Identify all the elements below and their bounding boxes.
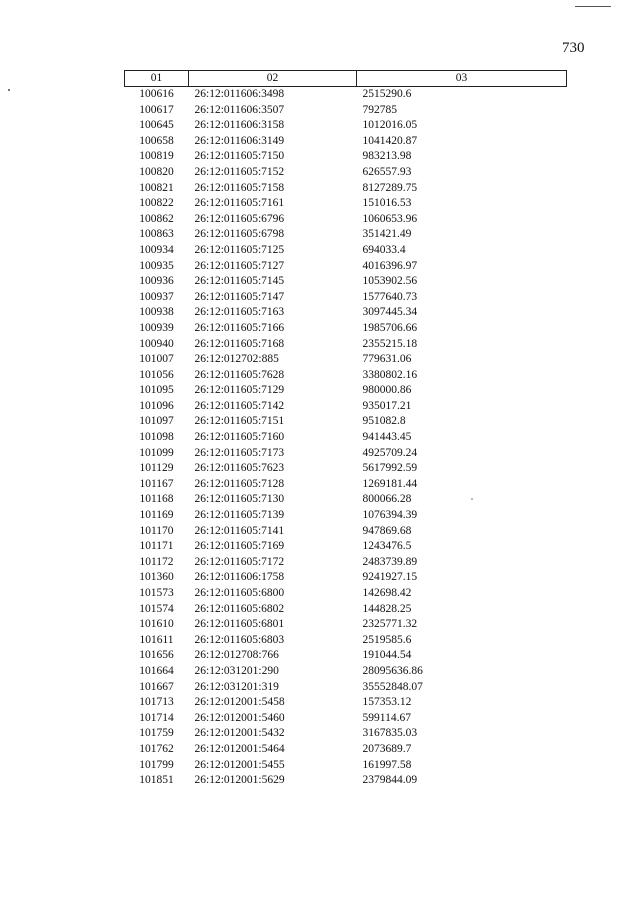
table-row [125, 149, 567, 165]
cell-value: 2355215.18 [362, 337, 418, 350]
cell-id: 101098 [139, 431, 174, 444]
cell-cadastral-number: 26:12:011605:7173 [194, 446, 285, 459]
cell-id: 101168 [139, 493, 174, 506]
top-rule [575, 6, 611, 7]
cell-value: 2379844.09 [362, 774, 418, 787]
table-row [125, 726, 567, 742]
cell-id: 101762 [139, 742, 174, 755]
cell-cadastral-number: 26:12:011605:7150 [194, 150, 285, 163]
cell-value: 4925709.24 [362, 446, 418, 459]
table-row [125, 664, 567, 680]
cell-value: 983213.98 [362, 150, 412, 163]
column-header-03: 03 [357, 71, 567, 87]
table-row [125, 524, 567, 540]
table-row [125, 383, 567, 399]
cell-id: 100862 [139, 212, 174, 225]
cell-value: 4016396.97 [362, 259, 418, 272]
cell-id: 101167 [139, 477, 174, 490]
cell-value: 694033.4 [362, 243, 406, 256]
cell-cadastral-number: 26:12:011605:6803 [194, 633, 285, 646]
cell-value: 1243476.5 [362, 540, 412, 553]
cell-id: 101360 [139, 571, 174, 584]
cell-value: 191044.54 [362, 649, 412, 662]
table-row [125, 602, 567, 618]
cell-cadastral-number: 26:12:011605:7128 [194, 477, 285, 490]
table-row [125, 539, 567, 555]
cell-value: 947869.68 [362, 524, 412, 537]
cell-value: 779631.06 [362, 353, 412, 366]
cell-cadastral-number: 26:12:031201:290 [194, 664, 279, 677]
cell-value: 980000.86 [362, 384, 412, 397]
cell-id: 101007 [139, 353, 174, 366]
cell-cadastral-number: 26:12:011605:7160 [194, 431, 285, 444]
cell-cadastral-number: 26:12:011605:7163 [194, 306, 285, 319]
cell-value: 2515290.6 [362, 88, 412, 100]
cell-id: 100617 [139, 103, 174, 116]
cell-value: 935017.21 [362, 399, 412, 412]
cell-id: 101129 [139, 462, 174, 475]
table-row [125, 87, 567, 103]
table-row [125, 290, 567, 306]
cell-id: 100645 [139, 119, 174, 132]
cell-cadastral-number: 26:12:012001:5460 [194, 711, 285, 724]
cell-cadastral-number: 26:12:011605:7628 [194, 368, 285, 381]
cell-value: 28095636.86 [362, 664, 423, 677]
cell-value: 3167835.03 [362, 727, 418, 740]
cell-value: 5617992.59 [362, 462, 418, 475]
data-table [124, 70, 567, 789]
table-row [125, 399, 567, 415]
cell-cadastral-number: 26:12:011605:6796 [194, 212, 285, 225]
cell-cadastral-number: 26:12:011606:3498 [194, 88, 285, 100]
cell-id: 100937 [139, 290, 174, 303]
cell-value: 157353.12 [362, 696, 412, 709]
cell-cadastral-number: 26:12:011605:7168 [194, 337, 285, 350]
cell-id: 101172 [139, 555, 174, 568]
cell-value: 151016.53 [362, 197, 412, 210]
cell-id: 101656 [139, 649, 174, 662]
cell-cadastral-number: 26:12:011606:3149 [194, 134, 285, 147]
cell-value: 351421.49 [362, 228, 412, 241]
cell-cadastral-number: 26:12:011605:7166 [194, 321, 285, 334]
cell-id: 101574 [139, 602, 174, 615]
cell-cadastral-number: 26:12:011605:7152 [194, 165, 285, 178]
cell-cadastral-number: 26:12:011605:7172 [194, 555, 285, 568]
table-row [125, 461, 567, 477]
cell-id: 101170 [139, 524, 174, 537]
cell-value: 626557.93 [362, 165, 412, 178]
cell-value: 142698.42 [362, 587, 412, 599]
cell-id: 100940 [139, 337, 174, 350]
cell-id: 100934 [139, 243, 174, 256]
cell-cadastral-number: 26:12:011605:7151 [194, 415, 285, 428]
table-row [125, 695, 567, 711]
cell-value: 1269181.44 [362, 477, 418, 490]
cell-value: 1985706.66 [362, 321, 418, 334]
cell-cadastral-number: 26:12:012702:885 [194, 353, 279, 366]
cell-id: 100939 [139, 321, 174, 334]
cell-cadastral-number: 26:12:012001:5432 [194, 727, 285, 740]
cell-cadastral-number: 26:12:011605:7147 [194, 290, 285, 303]
table-row [125, 274, 567, 290]
cell-value: 792785 [362, 103, 397, 116]
cell-cadastral-number: 26:12:011605:7139 [194, 509, 285, 522]
cell-id: 100863 [139, 228, 174, 241]
cell-cadastral-number: 26:12:011605:7125 [194, 243, 285, 256]
table-header-row [125, 71, 567, 87]
cell-value: 1041420.87 [362, 134, 418, 147]
cell-id: 101759 [139, 727, 174, 740]
cell-id: 101611 [139, 633, 174, 646]
cell-cadastral-number: 26:12:011605:6798 [194, 228, 285, 241]
cell-value: 8127289.75 [362, 181, 418, 194]
cell-value: 144828.25 [362, 602, 412, 615]
cell-cadastral-number: 26:12:012001:5464 [194, 742, 285, 755]
table-row [125, 368, 567, 384]
cell-cadastral-number: 26:12:011606:3507 [194, 103, 285, 116]
cell-id: 100821 [139, 181, 174, 194]
table-row [125, 352, 567, 368]
table-row [125, 259, 567, 275]
table-row [125, 586, 567, 602]
table-row [125, 134, 567, 150]
table-row [125, 103, 567, 119]
cell-id: 100938 [139, 306, 174, 319]
cell-cadastral-number: 26:12:011605:7141 [194, 524, 285, 537]
cell-cadastral-number: 26:12:011605:7158 [194, 181, 285, 194]
cell-cadastral-number: 26:12:012001:5458 [194, 696, 285, 709]
cell-cadastral-number: 26:12:011605:7169 [194, 540, 285, 553]
page-number: 730 [562, 40, 585, 56]
cell-id: 100820 [139, 165, 174, 178]
cell-id: 100658 [139, 134, 174, 147]
cell-id: 101056 [139, 368, 174, 381]
cell-value: 2073689.7 [362, 742, 412, 755]
cell-value: 161997.58 [362, 758, 412, 771]
cell-id: 100819 [139, 150, 174, 163]
cell-id: 101610 [139, 618, 174, 631]
cell-id: 101667 [139, 680, 174, 693]
cell-cadastral-number: 26:12:011605:7129 [194, 384, 285, 397]
cell-id: 100936 [139, 275, 174, 288]
table-row [125, 617, 567, 633]
cell-value: 1060653.96 [362, 212, 418, 225]
cell-value: 941443.45 [362, 431, 412, 444]
cell-cadastral-number: 26:12:011606:3158 [194, 119, 285, 132]
cell-id: 100935 [139, 259, 174, 272]
cell-cadastral-number: 26:12:011605:7142 [194, 399, 285, 412]
cell-id: 101096 [139, 399, 174, 412]
table-row [125, 508, 567, 524]
cell-id: 100616 [139, 88, 174, 100]
cell-id: 101714 [139, 711, 174, 724]
table-row [125, 492, 567, 508]
cell-value: 2483739.89 [362, 555, 418, 568]
cell-cadastral-number: 26:12:012001:5629 [194, 774, 285, 787]
cell-cadastral-number: 26:12:031201:319 [194, 680, 279, 693]
cell-id: 101713 [139, 696, 174, 709]
cell-id: 101095 [139, 384, 174, 397]
cell-cadastral-number: 26:12:011605:7145 [194, 275, 285, 288]
cell-value: 35552848.07 [362, 680, 423, 693]
cell-id: 101664 [139, 664, 174, 677]
cell-value: 3097445.34 [362, 306, 418, 319]
cell-id: 101099 [139, 446, 174, 459]
cell-cadastral-number: 26:12:011605:6800 [194, 587, 285, 599]
margin-mark [8, 89, 10, 91]
table-row [125, 227, 567, 243]
table-row [125, 711, 567, 727]
cell-id: 101851 [139, 774, 174, 787]
table-row [125, 165, 567, 181]
cell-id: 101799 [139, 758, 174, 771]
table-row [125, 305, 567, 321]
cell-cadastral-number: 26:12:012708:766 [194, 649, 279, 662]
cell-id: 101171 [139, 540, 174, 553]
cell-value: 951082.8 [362, 415, 406, 428]
cell-id: 101573 [139, 587, 174, 599]
table-row [125, 118, 567, 134]
table-row [125, 337, 567, 353]
table-row [125, 555, 567, 571]
cell-id: 101169 [139, 509, 174, 522]
table-row [125, 633, 567, 649]
column-header-02: 02 [189, 71, 357, 87]
cell-value: 1076394.39 [362, 509, 418, 522]
table-row [125, 430, 567, 446]
cell-id: 100822 [139, 197, 174, 210]
cell-cadastral-number: 26:12:012001:5455 [194, 758, 285, 771]
cell-cadastral-number: 26:12:011605:6802 [194, 602, 285, 615]
table-row [125, 446, 567, 462]
cell-value: 1012016.05 [362, 119, 418, 132]
cell-value: 599114.67 [362, 711, 411, 724]
table-row [125, 648, 567, 664]
cell-cadastral-number: 26:12:011605:7623 [194, 462, 285, 475]
cell-value: 2325771.32 [362, 618, 418, 631]
table-row [125, 212, 567, 228]
cell-cadastral-number: 26:12:011605:6801 [194, 618, 285, 631]
cell-value: 9241927.15 [362, 571, 418, 584]
table-row [125, 243, 567, 259]
table-row [125, 477, 567, 493]
cell-id: 101097 [139, 415, 174, 428]
cell-cadastral-number: 26:12:011605:7127 [194, 259, 285, 272]
column-header-01: 01 [125, 71, 189, 87]
cell-value: 1053902.56 [362, 275, 418, 288]
table-row [125, 742, 567, 758]
cell-cadastral-number: 26:12:011606:1758 [194, 571, 285, 584]
table-row [125, 181, 567, 197]
table-row [125, 758, 567, 774]
table-row [125, 414, 567, 430]
cell-cadastral-number: 26:12:011605:7161 [194, 197, 285, 210]
cell-value: 3380802.16 [362, 368, 418, 381]
cell-value: 800066.28 [362, 493, 412, 506]
cell-value: 1577640.73 [362, 290, 418, 303]
table-row [125, 196, 567, 212]
cell-cadastral-number: 26:12:011605:7130 [194, 493, 285, 506]
cell-value: 2519585.6 [362, 633, 412, 646]
table-row [125, 321, 567, 337]
table-row [125, 570, 567, 586]
table-body [125, 87, 567, 789]
table-row [125, 773, 567, 789]
table-row [125, 680, 567, 696]
